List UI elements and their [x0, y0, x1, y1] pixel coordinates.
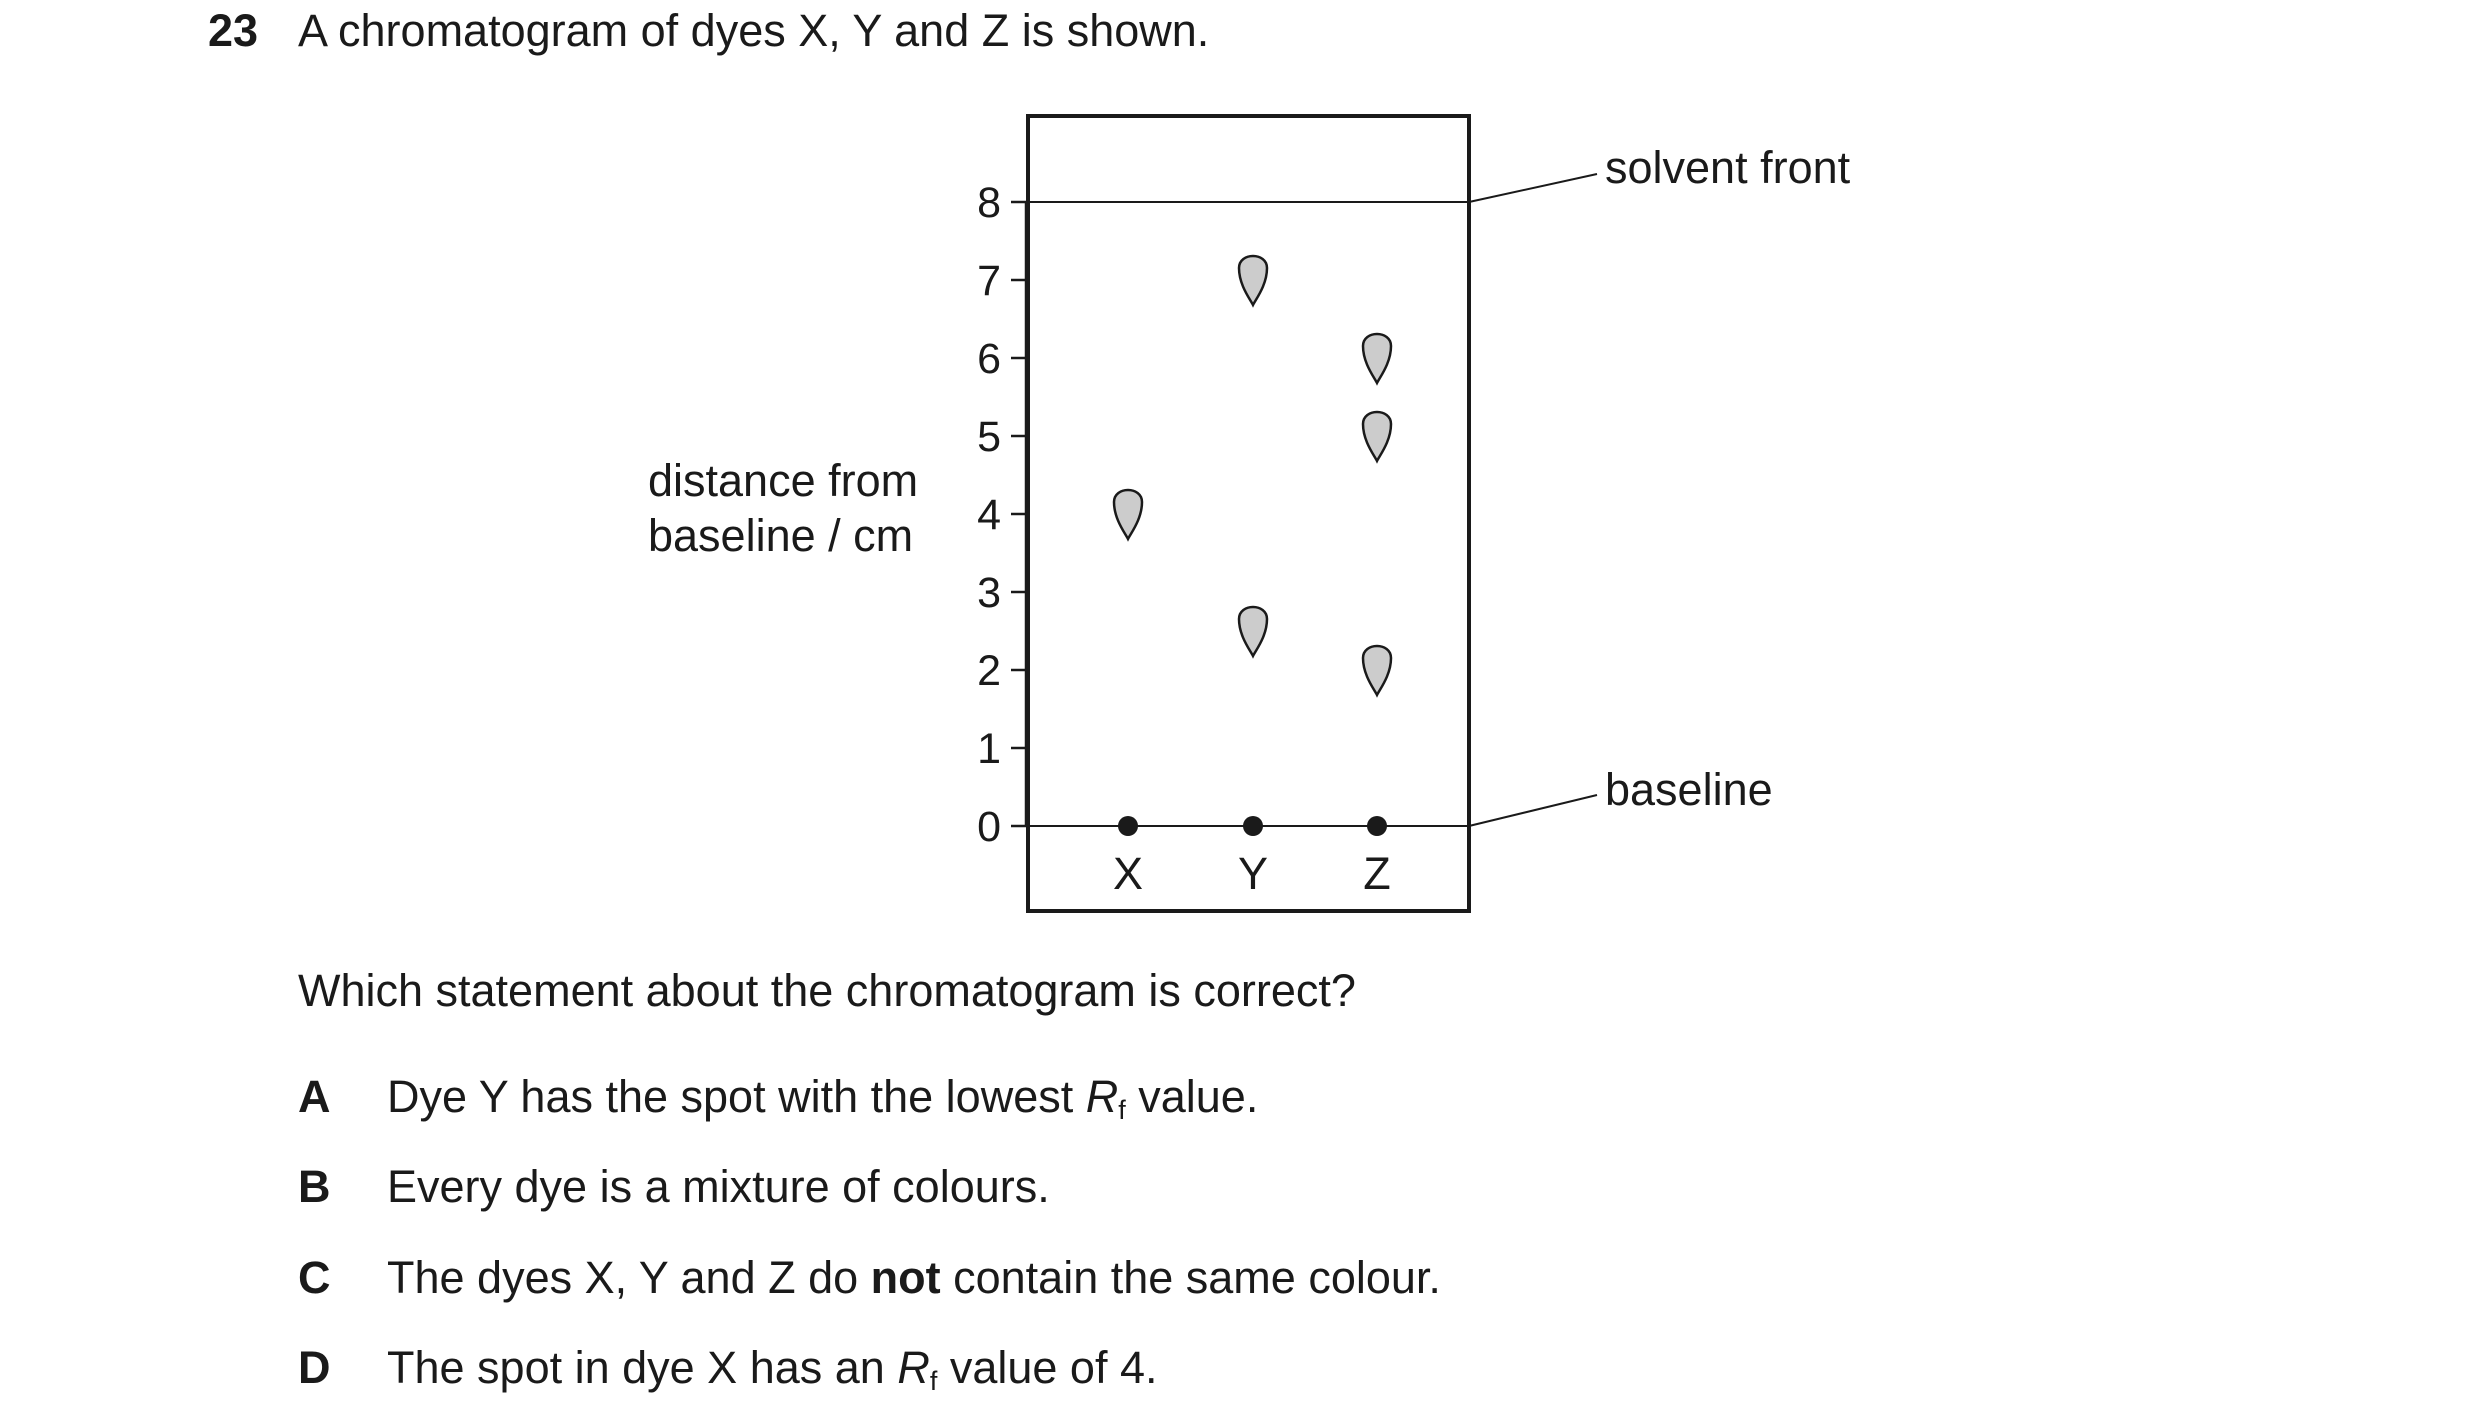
axis-tick-label: 2 [977, 647, 1001, 695]
solvent-front-label: solvent front [1605, 142, 1851, 193]
option-a-rf-subscript: f [1118, 1095, 1126, 1125]
dye-spot-y [1239, 607, 1267, 656]
option-d-rf-symbol: R [897, 1342, 930, 1393]
option-c-letter[interactable]: C [298, 1252, 331, 1303]
axis-tick-label: 4 [977, 491, 1001, 539]
option-a-text-start: Dye Y has the spot with the lowest [387, 1071, 1086, 1122]
dye-spot-z [1363, 646, 1391, 695]
option-a-text[interactable] [387, 1071, 1258, 1136]
axis-tick-label: 1 [977, 725, 1001, 773]
axis-tick-label: 6 [977, 335, 1001, 383]
axis-tick-labels [977, 179, 1001, 851]
option-d-text[interactable] [387, 1342, 1158, 1407]
axis-tick-label: 5 [977, 413, 1001, 461]
option-b-text[interactable]: Every dye is a mixture of colours. [387, 1161, 1050, 1212]
dye-spot-x [1114, 490, 1142, 539]
option-a-letter[interactable]: A [298, 1071, 331, 1122]
axis-label-line-2: baseline / cm [648, 510, 914, 561]
question-prompt: Which statement about the chromatogram is correct? [298, 965, 1356, 1016]
baseline-leader [1469, 795, 1597, 826]
solvent-front-leader [1469, 174, 1597, 202]
question-number: 23 [208, 5, 259, 56]
origin-dot-z [1367, 816, 1387, 836]
option-b-letter[interactable]: B [298, 1161, 331, 1212]
option-c-emphasis: not [870, 1252, 941, 1303]
chromatography-paper [1028, 116, 1469, 911]
dye-spot-z [1363, 412, 1391, 461]
option-d-text-start: The spot in dye X has an [387, 1342, 898, 1393]
origin-dot-y [1243, 816, 1263, 836]
axis-tick-label: 0 [977, 803, 1001, 851]
option-d-text-end: value of 4. [937, 1342, 1158, 1393]
dye-label-y: Y [1237, 848, 1269, 899]
option-a-text-end: value. [1125, 1071, 1259, 1122]
option-c-text-start: The dyes X, Y and Z do [387, 1252, 871, 1303]
option-d-rf-subscript: f [929, 1366, 938, 1396]
axis-tick-label: 3 [977, 569, 1001, 617]
dye-spot-y [1239, 256, 1267, 305]
dye-spot-z [1363, 334, 1391, 383]
dye-columns [1113, 256, 1391, 899]
origin-dot-x [1118, 816, 1138, 836]
option-c-text[interactable] [387, 1252, 1441, 1304]
option-d-letter[interactable]: D [298, 1342, 331, 1393]
baseline-label: baseline [1605, 764, 1773, 815]
dye-label-x: X [1112, 848, 1144, 899]
axis-label-line-1: distance from [648, 455, 919, 506]
option-a-rf-symbol: R [1085, 1071, 1119, 1122]
option-c-text-end: contain the same colour. [940, 1252, 1441, 1303]
dye-label-z: Z [1363, 848, 1391, 899]
question-stem: A chromatogram of dyes X, Y and Z is shown. [298, 5, 1210, 56]
axis-tick-label: 8 [977, 179, 1001, 227]
axis-tick-label: 7 [977, 257, 1001, 305]
